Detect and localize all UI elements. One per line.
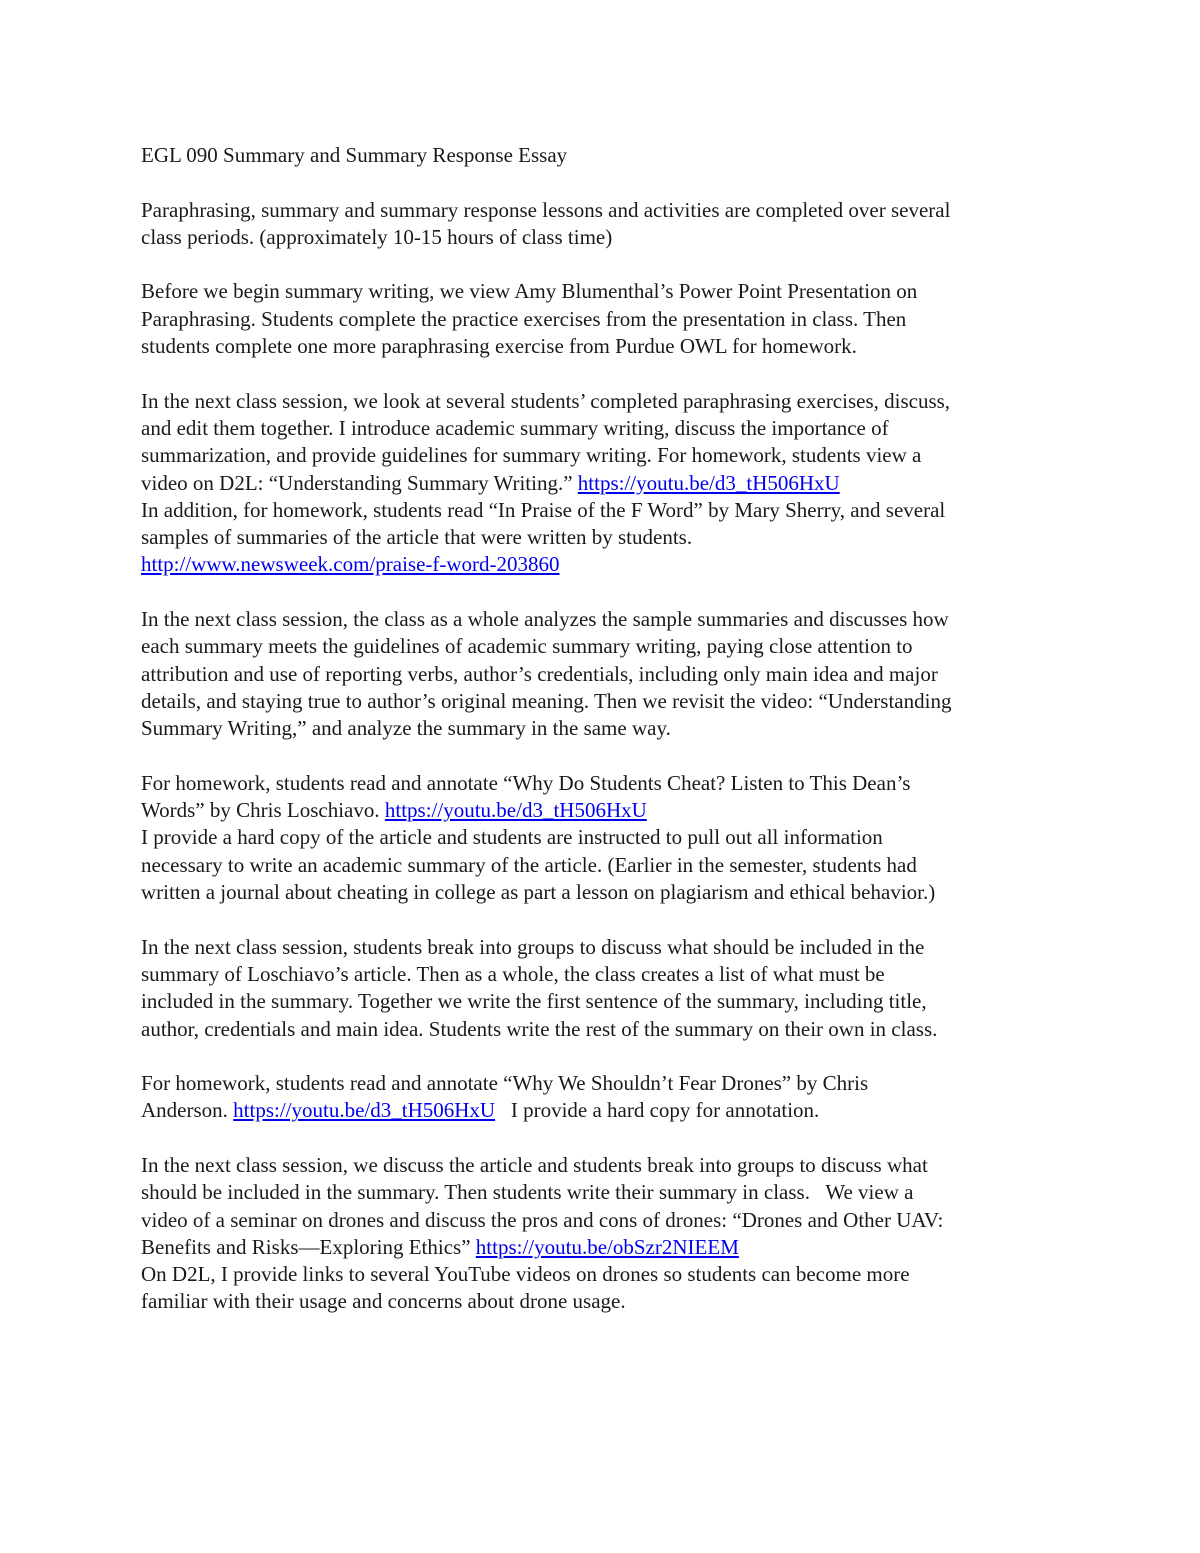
paragraph-line: summarization, and provide guidelines for summary writing. For homework, students view a: [141, 443, 922, 468]
paragraph-line: each summary meets the guidelines of academic summary writing, paying close attention to: [141, 634, 913, 659]
paragraph-next-session-2: [141, 606, 1071, 742]
paragraph-overview: [141, 197, 1071, 252]
paragraph-text: Words” by Chris Loschiavo.: [141, 798, 385, 823]
paragraph-line: summary of Loschiavo’s article. Then as a whole, the class creates a list of what must be: [141, 961, 885, 986]
title-text: EGL 090 Summary and Summary Response Essay: [141, 143, 568, 167]
paragraph-line: details, and staying true to author’s original meaning. Then we revisit the video: “Understanding: [141, 688, 952, 713]
paragraph-line: [141, 1234, 1071, 1261]
paragraph-line: [141, 551, 1071, 578]
paragraph-line: In the next class session, students break into groups to discuss what should be included in the: [141, 934, 925, 959]
paragraph-line: samples of summaries of the article that were written by students.: [141, 525, 693, 550]
paragraph-text: Anderson.: [141, 1098, 234, 1123]
paragraph-next-session-3: [141, 934, 1071, 1043]
paragraph-next-session-1: [141, 388, 1071, 579]
paragraph-line: necessary to write an academic summary of the article. (Earlier in the semester, students had: [141, 852, 917, 877]
paragraph-text: Benefits and Risks—Exploring Ethics”: [141, 1234, 476, 1259]
paragraph-homework-drones: [141, 1070, 1071, 1125]
paragraph-line: In the next class session, we look at several students’ completed paraphrasing exercises, discuss,: [141, 388, 951, 413]
paragraph-next-session-4: [141, 1152, 1071, 1316]
article-link-newsweek[interactable]: http://www.newsweek.com/praise-f-word-203860: [141, 552, 560, 577]
paragraph-line: [141, 470, 1071, 497]
paragraph-line: In the next class session, we discuss the article and students break into groups to discuss what: [141, 1152, 928, 1177]
paragraph-line: [141, 797, 1071, 824]
paragraph-line: author, credentials and main idea. Students write the rest of the summary on their own in class.: [141, 1016, 938, 1041]
paragraph-line: included in the summary. Together we write the first sentence of the summary, including title,: [141, 989, 927, 1014]
video-link-cheat[interactable]: https://youtu.be/d3_tH506HxU: [384, 798, 647, 823]
paragraph-line: and edit them together. I introduce academic summary writing, discuss the importance of: [141, 415, 889, 440]
paragraph-line: In the next class session, the class as a whole analyzes the sample summaries and discusses how: [141, 607, 949, 632]
paragraph-text: video on D2L: “Understanding Summary Writing.”: [141, 470, 578, 495]
video-link-drones-ethics[interactable]: https://youtu.be/obSzr2NIEEM: [475, 1234, 739, 1259]
paragraph-line: On D2L, I provide links to several YouTube videos on drones so students can become more: [141, 1262, 910, 1287]
paragraph-line: In addition, for homework, students read “In Praise of the F Word” by Mary Sherry, and several: [141, 497, 946, 522]
paragraph-line: video of a seminar on drones and discuss the pros and cons of drones: “Drones and Other UAV:: [141, 1207, 944, 1232]
paragraph-line: Summary Writing,” and analyze the summary in the same way.: [141, 716, 671, 741]
video-link-drones[interactable]: https://youtu.be/d3_tH506HxU: [233, 1098, 496, 1123]
paragraph-line: Paraphrasing. Students complete the practice exercises from the presentation in class. Then: [141, 306, 907, 331]
paragraph-text: I provide a hard copy for annotation.: [495, 1098, 820, 1123]
paragraph-line: class periods. (approximately 10-15 hours of class time): [141, 224, 613, 249]
paragraph-line: familiar with their usage and concerns about drone usage.: [141, 1289, 626, 1314]
paragraph-line: students complete one more paraphrasing exercise from Purdue OWL for homework.: [141, 334, 857, 359]
paragraph-line: Before we begin summary writing, we view Amy Blumenthal’s Power Point Presentation on: [141, 279, 918, 304]
paragraph-line: For homework, students read and annotate “Why Do Students Cheat? Listen to This Dean’s: [141, 770, 911, 795]
paragraph-line: [141, 1097, 1071, 1124]
paragraph-line: For homework, students read and annotate “Why We Shouldn’t Fear Drones” by Chris: [141, 1071, 869, 1096]
video-link-understanding-summary[interactable]: https://youtu.be/d3_tH506HxU: [577, 470, 840, 495]
document-title: [141, 142, 1071, 169]
paragraph-line: Paraphrasing, summary and summary response lessons and activities are completed over several: [141, 197, 951, 222]
paragraph-line: I provide a hard copy of the article and students are instructed to pull out all information: [141, 825, 883, 850]
paragraph-before-summary: [141, 278, 1071, 360]
paragraph-line: written a journal about cheating in college as part a lesson on plagiarism and ethical behavior.): [141, 880, 936, 905]
paragraph-line: should be included in the summary. Then students write their summary in class. We view a: [141, 1180, 914, 1205]
document-page: [141, 142, 1071, 1316]
paragraph-homework-cheat: [141, 770, 1071, 906]
paragraph-line: attribution and use of reporting verbs, author’s credentials, including only main idea and major: [141, 661, 938, 686]
